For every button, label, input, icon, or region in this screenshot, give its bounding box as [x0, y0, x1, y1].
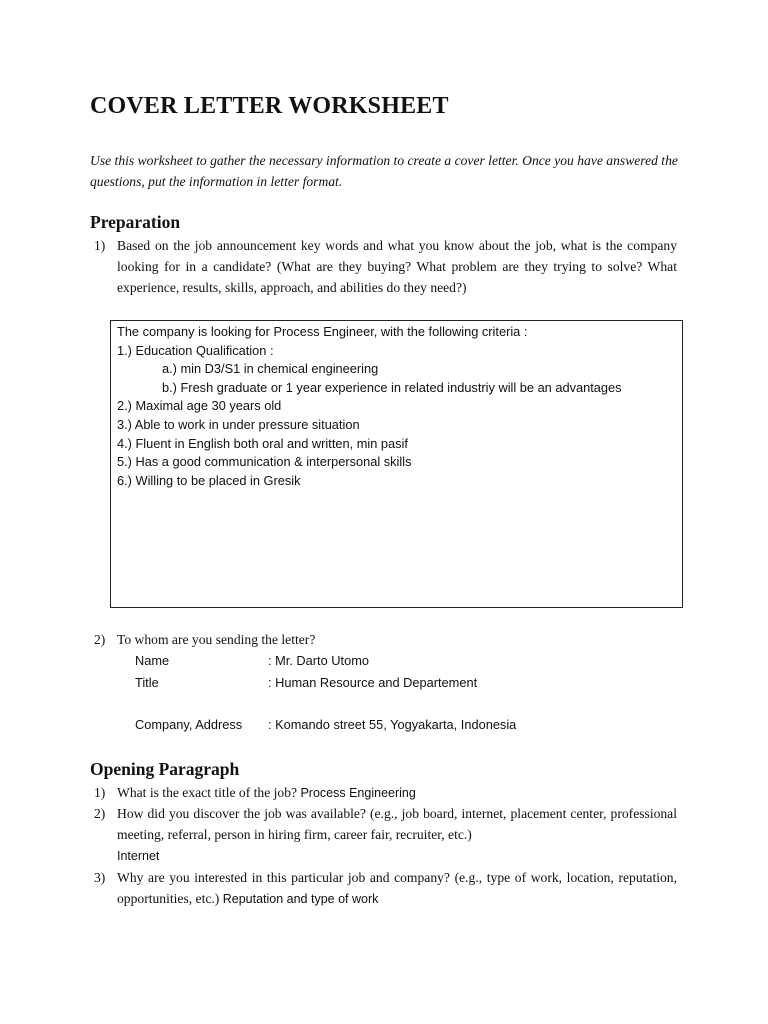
answer-line: a.) min D3/S1 in chemical engineering — [162, 361, 379, 377]
preparation-question-2 — [90, 629, 677, 650]
question-number: 2) — [94, 806, 106, 821]
recipient-name-value[interactable]: : Mr. Darto Utomo — [268, 653, 369, 668]
answer-line: 2.) Maximal age 30 years old — [117, 398, 282, 414]
question-number: 1) — [94, 785, 106, 800]
question-text: To whom are you sending the letter? — [117, 632, 316, 647]
recipient-title-label: Title — [135, 675, 159, 690]
interest-answer[interactable]: Reputation and type of work — [222, 892, 379, 906]
answer-line: 4.) Fluent in English both oral and written, min pasif — [117, 435, 408, 451]
opening-question-3 — [90, 867, 677, 910]
answer-line: 1.) Education Qualification : — [117, 342, 274, 358]
answer-line: 3.) Able to work in under pressure situation — [117, 416, 360, 432]
question-text — [117, 803, 677, 867]
question-prompt: How did you discover the job was available? (e.g., job board, internet, placement center, professional meeting, referral, person in hiring firm, career fair, recruiter, etc.) — [117, 806, 677, 842]
job-title-answer[interactable]: Process Engineering — [300, 786, 416, 800]
question-prompt: What is the exact title of the job? — [117, 785, 298, 800]
question-text — [117, 782, 677, 804]
question-text — [117, 867, 677, 910]
opening-question-2 — [90, 803, 677, 867]
opening-question-1 — [90, 782, 677, 804]
question-prompt: Why are you interested in this particular job and company? (e.g., type of work, location, reputation, opportunities, etc.) — [117, 870, 677, 906]
recipient-title-value[interactable]: : Human Resource and Departement — [268, 675, 478, 690]
answer-line: 5.) Has a good communication & interpersonal skills — [117, 454, 412, 470]
question-number: 1) — [94, 238, 106, 253]
recipient-name-label: Name — [135, 653, 170, 668]
question-number: 3) — [94, 870, 106, 885]
recipient-company-value[interactable]: : Komando street 55, Yogyakarta, Indonesia — [268, 717, 517, 732]
recipient-company-label: Company, Address — [135, 717, 243, 732]
preparation-heading: Preparation — [90, 212, 181, 232]
opening-paragraph-heading: Opening Paragraph — [90, 759, 240, 779]
answer-line: The company is looking for Process Engineer, with the following criteria : — [117, 324, 528, 339]
intro-text: Use this worksheet to gather the necessary information to create a cover letter. Once you have answered the questions, put the information in letter format. — [90, 153, 678, 189]
answer-line: b.) Fresh graduate or 1 year experience in related industriy will be an advantages — [162, 379, 622, 395]
job-source-answer[interactable]: Internet — [117, 849, 160, 863]
question-number: 2) — [94, 632, 106, 647]
requirements-answer-box[interactable] — [110, 320, 683, 608]
question-text: Based on the job announcement key words and what you know about the job, what is the company looking for in a candidate? (What are they buying? What problem are they trying to solve? What experience, results, skills, approach, and abilities do they need?) — [117, 238, 677, 295]
preparation-question-1 — [90, 235, 677, 298]
page-title: COVER LETTER WORKSHEET — [90, 93, 449, 119]
answer-line: 6.) Willing to be placed in Gresik — [117, 472, 301, 488]
